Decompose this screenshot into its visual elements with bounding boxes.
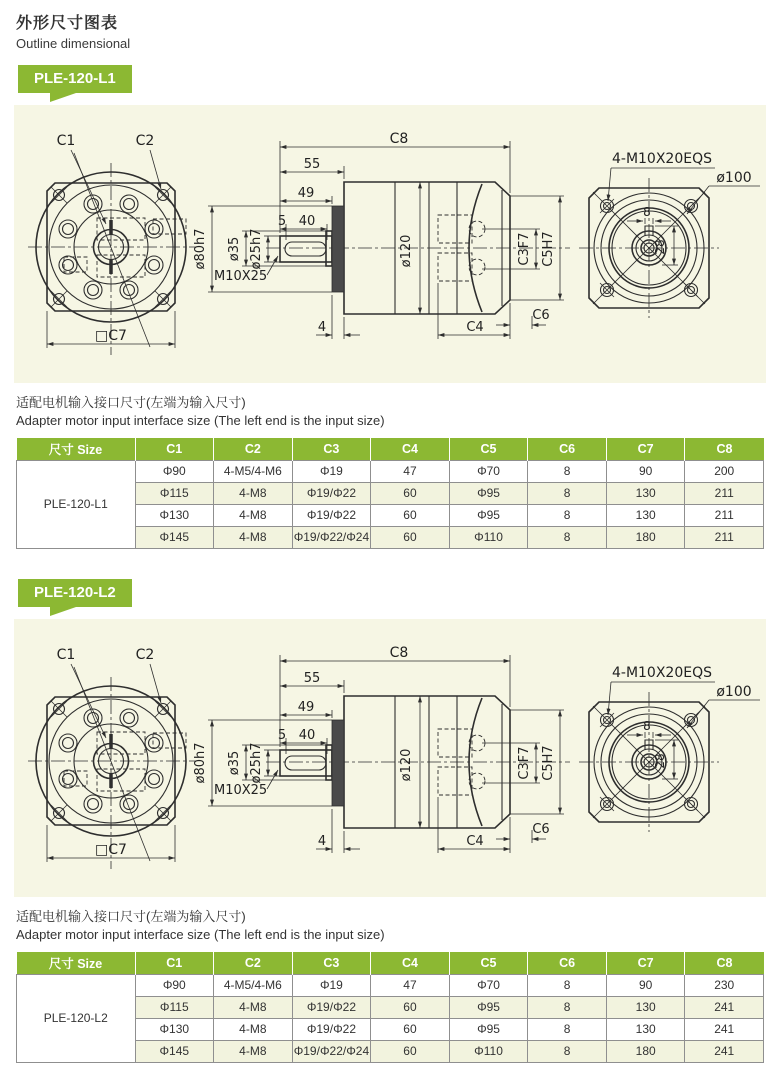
table-cell: 211 [685, 526, 764, 548]
outline-dimension-drawing [14, 105, 766, 383]
column-header: C2 [214, 438, 293, 461]
table-cell: Φ95 [449, 482, 528, 504]
note-block [16, 394, 780, 430]
table-cell: Φ130 [135, 1018, 214, 1040]
table-cell: Φ110 [449, 526, 528, 548]
column-header: C2 [214, 952, 293, 975]
column-header: C1 [135, 952, 214, 975]
column-header: 尺寸 Size [17, 438, 136, 461]
table-cell: Φ95 [449, 1018, 528, 1040]
table-row [17, 974, 764, 996]
table-cell: Φ19/Φ22/Φ24 [292, 1040, 371, 1062]
column-header: C3 [292, 952, 371, 975]
table-cell: Φ115 [135, 482, 214, 504]
column-header: C5 [449, 952, 528, 975]
table-cell: 130 [606, 504, 685, 526]
column-header: C4 [371, 438, 450, 461]
column-header: C6 [528, 952, 607, 975]
note-en: Adapter motor input interface size (The left end is the input size) [16, 926, 385, 942]
column-header: C8 [685, 952, 764, 975]
table-cell: 130 [606, 1018, 685, 1040]
table-cell: 8 [528, 996, 607, 1018]
table-header-row [17, 438, 764, 461]
dimension-table-l2 [16, 952, 764, 1063]
table-cell: Φ19/Φ22 [292, 1018, 371, 1040]
table-cell: Φ130 [135, 504, 214, 526]
section-ple-120-l1 [0, 51, 780, 549]
table-cell: Φ145 [135, 1040, 214, 1062]
table-cell: 60 [371, 526, 450, 548]
column-header: C8 [685, 438, 764, 461]
column-header: C1 [135, 438, 214, 461]
table-cell: 4-M5/4-M6 [214, 974, 293, 996]
page-title-en: Outline dimensional [16, 36, 131, 51]
table-cell: 4-M8 [214, 526, 293, 548]
note-en: Adapter motor input interface size (The left end is the input size) [16, 412, 385, 428]
table-cell: 4-M8 [214, 996, 293, 1018]
table-cell: 47 [371, 460, 450, 482]
table-cell: 8 [528, 1018, 607, 1040]
table-cell: 8 [528, 482, 607, 504]
model-cell: PLE-120-L1 [17, 460, 136, 548]
table-cell: 60 [371, 482, 450, 504]
column-header: C7 [606, 952, 685, 975]
model-badge: PLE-120-L1 [18, 65, 132, 93]
dimension-table-l1 [16, 438, 764, 549]
table-cell: Φ19/Φ22 [292, 996, 371, 1018]
table-cell: 130 [606, 482, 685, 504]
page-title-zh: 外形尺寸图表 [16, 15, 119, 32]
table-cell: Φ90 [135, 974, 214, 996]
table-cell: 211 [685, 482, 764, 504]
datasheet-page [0, 10, 780, 1063]
column-header: C6 [528, 438, 607, 461]
table-cell: Φ145 [135, 526, 214, 548]
table-cell: 4-M8 [214, 1018, 293, 1040]
note-block [16, 908, 780, 944]
table-cell: Φ19 [292, 460, 371, 482]
column-header: C5 [449, 438, 528, 461]
table-cell: Φ115 [135, 996, 214, 1018]
table-cell: 4-M8 [214, 1040, 293, 1062]
column-header: C3 [292, 438, 371, 461]
table-cell: 211 [685, 504, 764, 526]
table-cell: 8 [528, 526, 607, 548]
table-cell: 180 [606, 1040, 685, 1062]
table-cell: 90 [606, 460, 685, 482]
column-header: 尺寸 Size [17, 952, 136, 975]
table-cell: 200 [685, 460, 764, 482]
drawing-panel [14, 105, 766, 383]
table-cell: Φ90 [135, 460, 214, 482]
table-cell: Φ95 [449, 996, 528, 1018]
outline-dimension-drawing [14, 619, 766, 897]
table-cell: 60 [371, 1040, 450, 1062]
note-zh: 适配电机输入接口尺寸(左端为输入尺寸) [16, 908, 246, 924]
note-zh: 适配电机输入接口尺寸(左端为输入尺寸) [16, 395, 246, 410]
table-cell: 241 [685, 996, 764, 1018]
table-cell: 8 [528, 504, 607, 526]
table-cell: Φ19/Φ22/Φ24 [292, 526, 371, 548]
table-cell: 60 [371, 504, 450, 526]
model-cell: PLE-120-L2 [17, 974, 136, 1062]
table-cell: Φ70 [449, 460, 528, 482]
table-header-row [17, 952, 764, 975]
table-cell: 4-M8 [214, 482, 293, 504]
table-cell: 60 [371, 996, 450, 1018]
table-cell: 241 [685, 1040, 764, 1062]
table-cell: 241 [685, 1018, 764, 1040]
column-header: C4 [371, 952, 450, 975]
drawing-panel [14, 619, 766, 897]
table-cell: 4-M5/4-M6 [214, 460, 293, 482]
table-cell: 8 [528, 974, 607, 996]
table-cell: Φ95 [449, 504, 528, 526]
table-cell: 90 [606, 974, 685, 996]
table-cell: 230 [685, 974, 764, 996]
table-cell: 8 [528, 1040, 607, 1062]
table-cell: 180 [606, 526, 685, 548]
table-cell: 60 [371, 1018, 450, 1040]
section-ple-120-l2 [0, 549, 780, 1063]
table-cell: Φ19 [292, 974, 371, 996]
table-cell: 130 [606, 996, 685, 1018]
table-cell: 4-M8 [214, 504, 293, 526]
table-cell: 8 [528, 460, 607, 482]
table-cell: 47 [371, 974, 450, 996]
table-cell: Φ19/Φ22 [292, 504, 371, 526]
table-cell: Φ19/Φ22 [292, 482, 371, 504]
model-badge: PLE-120-L2 [18, 579, 132, 607]
table-cell: Φ70 [449, 974, 528, 996]
column-header: C7 [606, 438, 685, 461]
table-row [17, 460, 764, 482]
table-cell: Φ110 [449, 1040, 528, 1062]
